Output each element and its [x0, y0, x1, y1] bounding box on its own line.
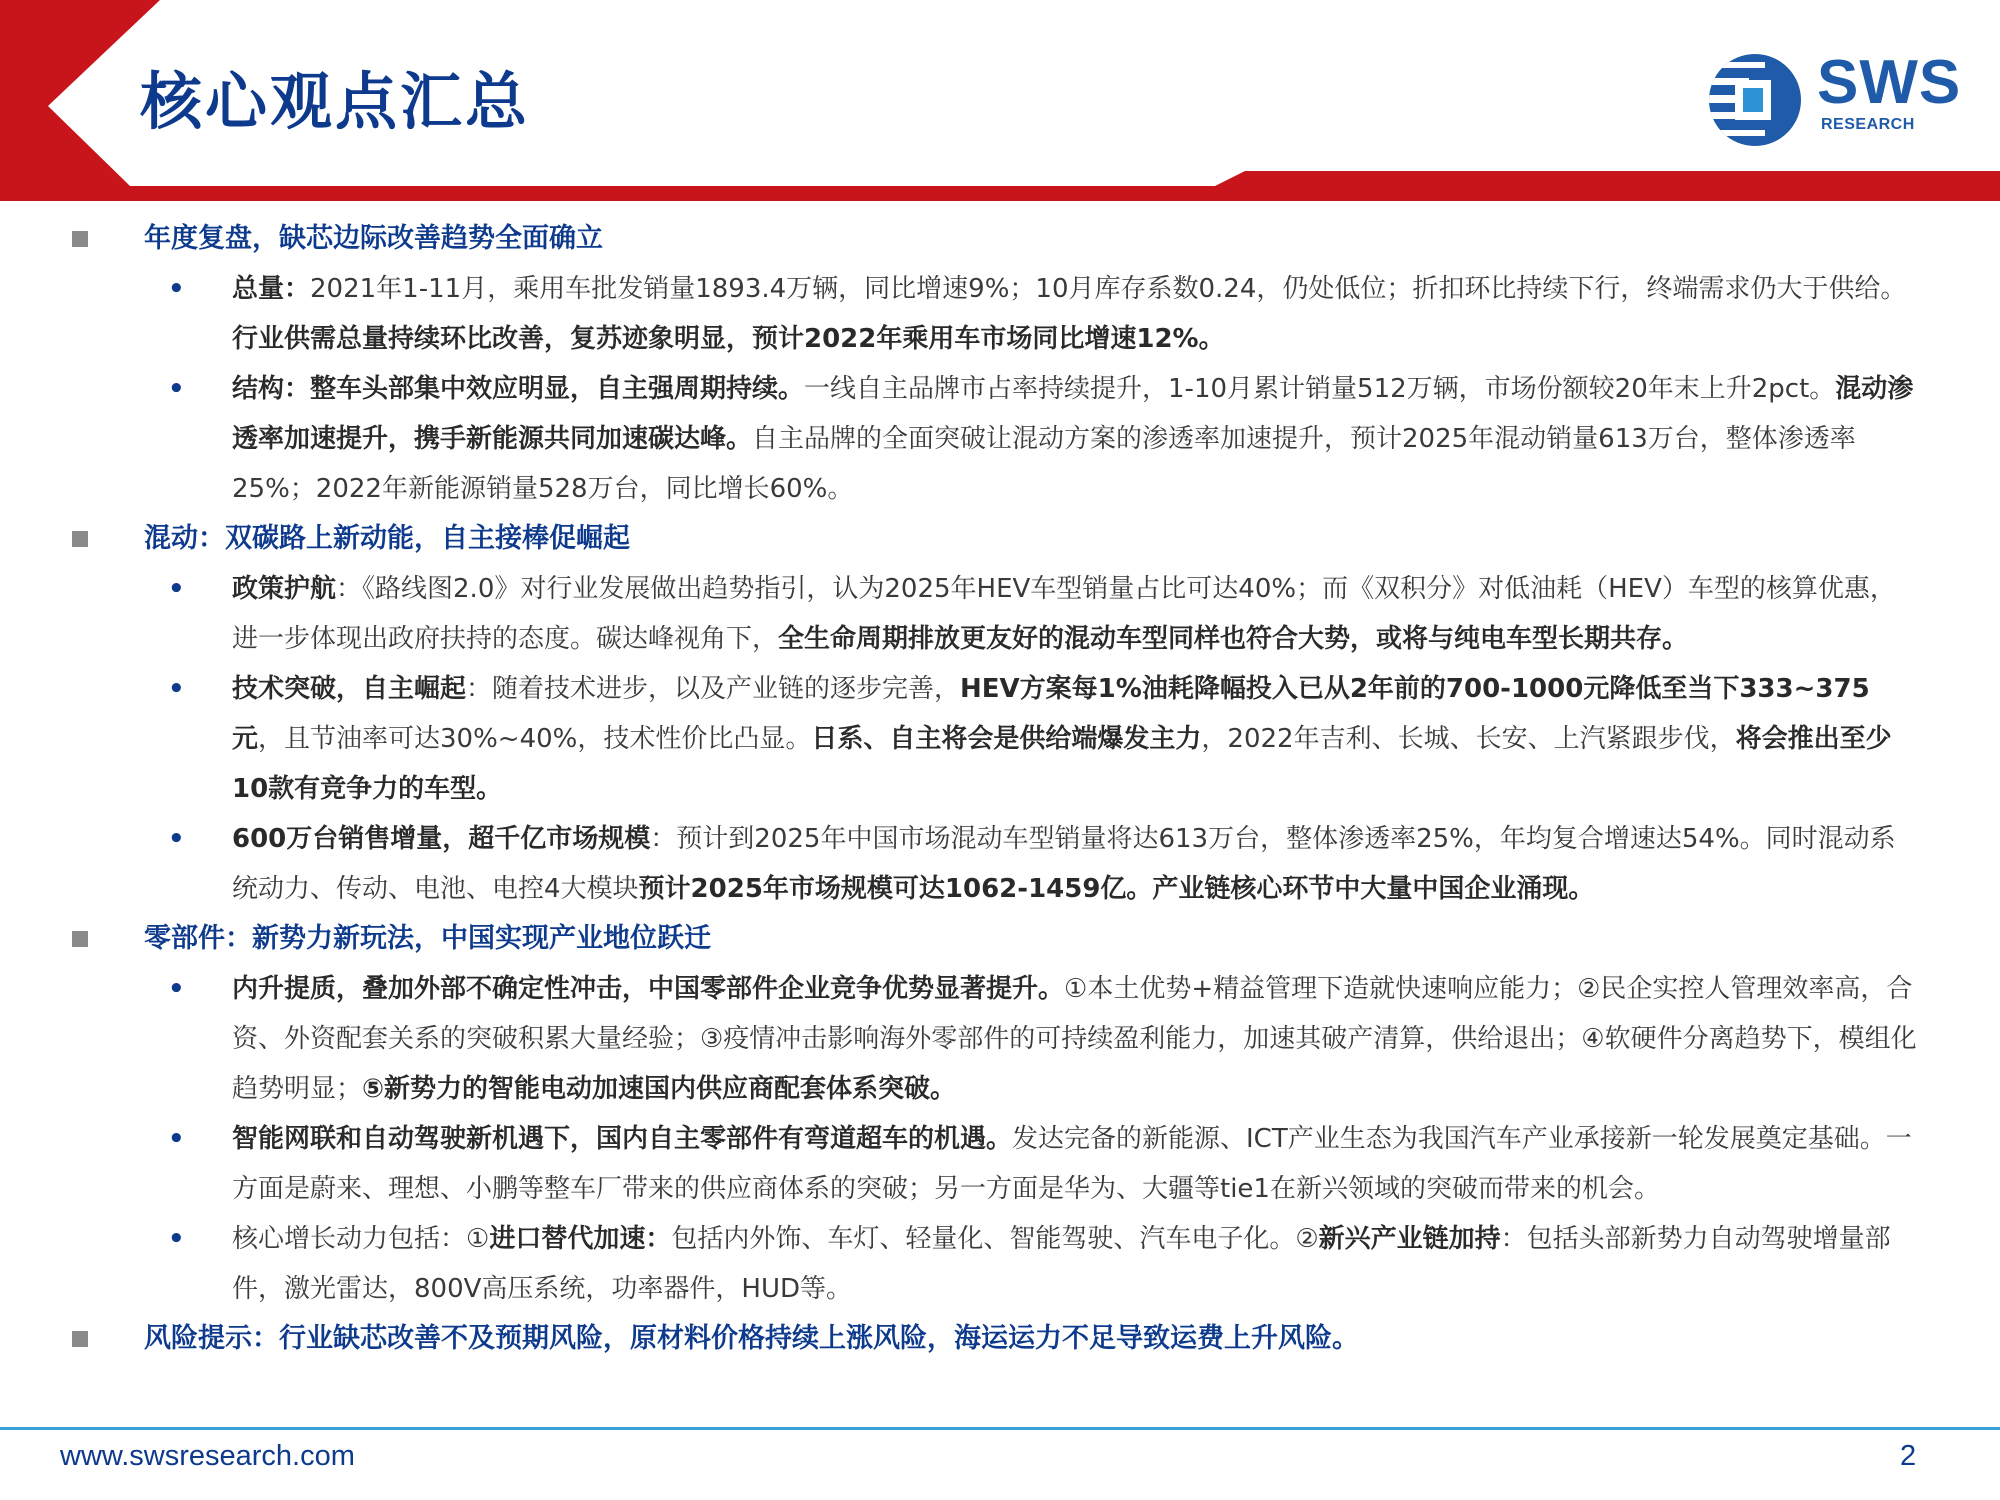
- bullet-text: 一线自主品牌市占率持续提升，1-10月累计销量512万辆，市场份额较20年末上升2pct。: [804, 374, 1836, 404]
- bullet-bold-text: 技术突破，自主崛起: [232, 674, 467, 704]
- bullet-bold-text: 预计2025年市场规模可达1062-1459亿。产业链核心环节中大量中国企业涌现。: [638, 874, 1595, 904]
- bullet-dot-icon: •: [168, 1124, 185, 1154]
- bullet-item: [60, 664, 1940, 814]
- sws-logo: [1705, 48, 1962, 150]
- bullet-bold-text: 结构：整车头部集中效应明显，自主强周期持续。: [232, 374, 805, 404]
- logo-subtext: RESEARCH: [1821, 116, 1915, 133]
- section-heading: 零部件：新势力新玩法，中国实现产业地位跃迁: [60, 914, 1940, 964]
- bullet-text: ，且节油率可达30%~40%，技术性价比凸显。: [258, 724, 812, 754]
- bullet-item: [60, 564, 1940, 664]
- bullet-dot-icon: •: [168, 974, 185, 1004]
- bullet-dot-icon: •: [168, 1224, 185, 1254]
- bullet-bold-text: 新兴产业链加持: [1318, 1224, 1501, 1254]
- bullet-bold-text: 600万台销售增量，超千亿市场规模: [232, 824, 651, 854]
- bullet-bold-text: HEV方案每1%油耗降幅投入已从2年前的700-1000元降低至当下333~375元: [232, 674, 1870, 754]
- bullet-bold-text: 总量：: [232, 274, 311, 304]
- bullet-text: ，2022年吉利、长城、长安、上汽紧跟步伐，: [1201, 724, 1736, 754]
- bullet-text: ：随着技术进步，以及产业链的逐步完善，: [466, 674, 961, 704]
- bullet-text: ①本土优势+精益管理下造就快速响应能力；②民企实控人管理效率高，合资、外资配套关系的突破积累大量经验；③疫情冲击影响海外零部件的可持续盈利能力，加速其破产清算，供给退出；④软硬件分离趋势下，模组化趋势明显；: [232, 974, 1917, 1104]
- section-heading: 风险提示：行业缺芯改善不及预期风险，原材料价格持续上涨风险，海运运力不足导致运费上升风险。: [60, 1314, 1940, 1364]
- footer-url: www.swsresearch.com: [60, 1440, 355, 1472]
- bullet-item: [60, 264, 1940, 364]
- bullet-item: [60, 364, 1940, 514]
- bullet-bold-text: 行业供需总量持续环比改善，复苏迹象明显，预计2022年乘用车市场同比增速12%。: [232, 324, 1225, 354]
- bullet-text: 发达完备的新能源、ICT产业生态为我国汽车产业承接新一轮发展奠定基础。一方面是蔚来、理想、小鹏等整车厂带来的供应商体系的突破；另一方面是华为、大疆等tie1在新兴领域的突破而带来的机会。: [232, 1124, 1912, 1204]
- page-title: 核心观点汇总: [140, 65, 531, 138]
- bullet-bold-text: 进口替代加速：: [489, 1224, 672, 1254]
- footer-divider: [0, 1427, 2000, 1430]
- bullet-text: 自主品牌的全面突破让混动方案的渗透率加速提升，预计2025年混动销量613万台，整体渗透率25%；2022年新能源销量528万台，同比增长60%。: [232, 424, 1856, 504]
- bullet-bold-text: ⑤新势力的智能电动加速国内供应商配套体系突破。: [362, 1074, 957, 1104]
- page-number: 2: [1900, 1440, 1917, 1472]
- bullet-bold-text: 将会推出至少10款有竞争力的车型。: [232, 724, 1892, 804]
- bullet-text: 2021年1-11月，乘用车批发销量1893.4万辆，同比增速9%；10月库存系数0.24，仍处低位；折扣环比持续下行，终端需求仍大于供给。: [310, 274, 1907, 304]
- bullet-bold-text: 全生命周期排放更友好的混动车型同样也符合大势，或将与纯电车型长期共存。: [778, 624, 1689, 654]
- bullet-item: [60, 1114, 1940, 1214]
- bullet-bold-text: 内升提质，叠加外部不确定性冲击，中国零部件企业竞争优势显著提升。: [232, 974, 1065, 1004]
- bullet-item: [60, 814, 1940, 914]
- bullet-text: ：预计到2025年中国市场混动车型销量将达613万台，整体渗透率25%，年均复合增速达54%。同时混动系统动力、传动、电池、电控4大模块: [232, 824, 1896, 904]
- bullet-text: ：包括头部新势力自动驾驶增量部件，激光雷达，800V高压系统，功率器件，HUD等。: [232, 1224, 1891, 1304]
- bullet-bold-text: 混动渗透率加速提升，携手新能源共同加速碳达峰。: [232, 374, 1914, 454]
- section-heading: 年度复盘，缺芯边际改善趋势全面确立: [60, 214, 1940, 264]
- content-body: [60, 214, 1940, 1364]
- sws-globe-icon: [1705, 50, 1805, 150]
- bullet-dot-icon: •: [168, 574, 185, 604]
- bullet-bold-text: 日系、自主将会是供给端爆发主力: [811, 724, 1202, 754]
- bullet-bold-text: 智能网联和自动驾驶新机遇下，国内自主零部件有弯道超车的机遇。: [232, 1124, 1013, 1154]
- section-heading: 混动：双碳路上新动能，自主接棒促崛起: [60, 514, 1940, 564]
- bullet-dot-icon: •: [168, 374, 185, 404]
- bullet-bold-text: 政策护航: [232, 574, 337, 604]
- logo-wordmark: SWS: [1817, 48, 1962, 117]
- bullet-dot-icon: •: [168, 824, 185, 854]
- bullet-item: [60, 1214, 1940, 1314]
- bullet-dot-icon: •: [168, 674, 185, 704]
- bullet-dot-icon: •: [168, 274, 185, 304]
- bullet-item: [60, 964, 1940, 1114]
- bullet-text: 包括内外饰、车灯、轻量化、智能驾驶、汽车电子化。②: [671, 1224, 1319, 1254]
- bullet-text: 核心增长动力包括：①: [232, 1224, 490, 1254]
- bullet-text: ：《路线图2.0》对行业发展做出趋势指引，认为2025年HEV车型销量占比可达40%；而《双积分》对低油耗（HEV）车型的核算优惠，进一步体现出政府扶持的态度。碳达峰视角下，: [232, 574, 1896, 654]
